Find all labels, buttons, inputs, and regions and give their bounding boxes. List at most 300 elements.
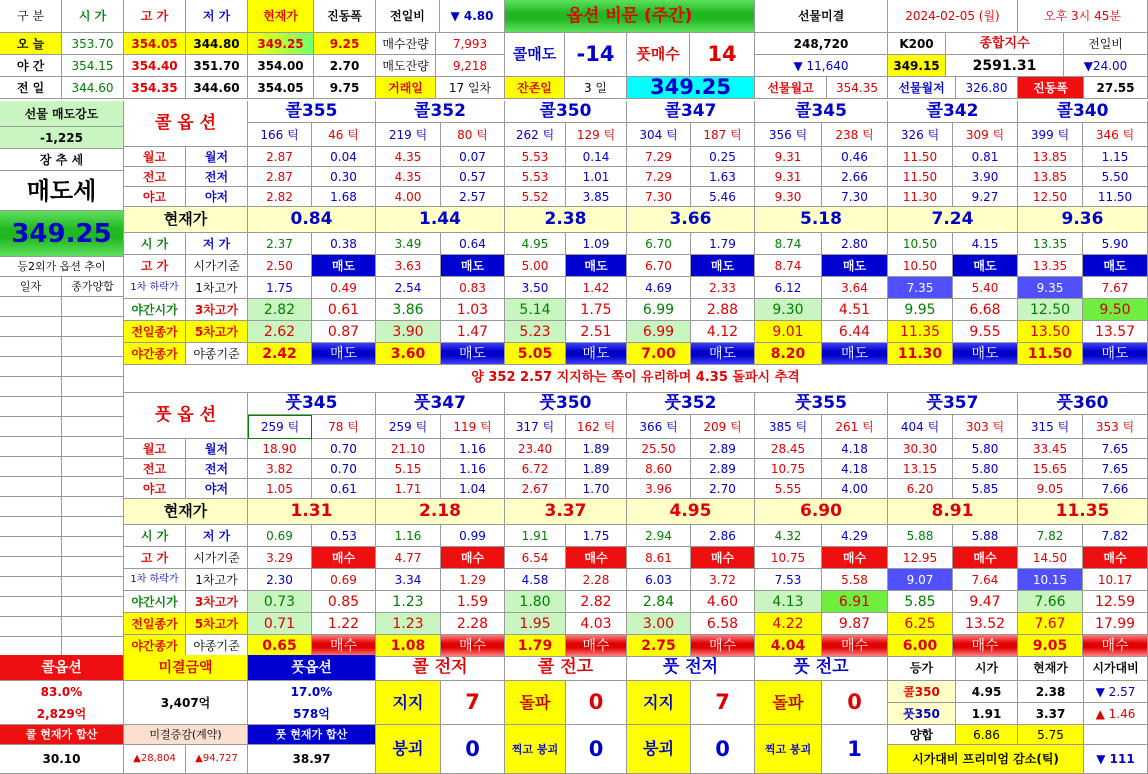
ol: 저 가 xyxy=(186,233,248,255)
ov: 매도 xyxy=(441,255,505,277)
ov: 6.99 xyxy=(627,321,691,343)
ov: 0.53 xyxy=(312,525,376,547)
m: 2.87 xyxy=(248,147,312,167)
cur: 6.90 xyxy=(755,499,888,525)
ov: 0.49 xyxy=(312,277,376,299)
m: 1.70 xyxy=(566,479,627,499)
m: 9.31 xyxy=(755,167,822,187)
ov: 2.54 xyxy=(376,277,441,299)
ov: 매수 xyxy=(566,547,627,569)
ov: 매수 xyxy=(953,635,1018,657)
ov: 0.87 xyxy=(312,321,376,343)
strike: 풋345 xyxy=(248,393,376,415)
ov: 4.51 xyxy=(822,299,888,321)
m: 0.14 xyxy=(566,147,627,167)
put-pct: 17.0% xyxy=(248,681,376,703)
ov: 1.29 xyxy=(441,569,505,591)
yh1: 6.86 xyxy=(956,725,1018,745)
tick2: 46 틱 xyxy=(312,123,376,147)
ol: 전일종가 xyxy=(124,613,186,635)
fut-oi: 248,720 xyxy=(755,33,888,55)
ov: 6.44 xyxy=(822,321,888,343)
m: 9.27 xyxy=(953,187,1018,207)
m: 10.75 xyxy=(755,459,822,479)
strike: 풋350 xyxy=(505,393,627,415)
ov: 7.00 xyxy=(627,343,691,365)
strike: 콜340 xyxy=(1018,101,1148,123)
ov: 4.32 xyxy=(755,525,822,547)
cur-label: 현재가 xyxy=(124,499,248,525)
strength: -1,225 xyxy=(0,127,124,149)
m: 7.65 xyxy=(1083,439,1148,459)
eq-h: 시가대비 xyxy=(1084,655,1148,681)
ov: 7.82 xyxy=(1018,525,1083,547)
m: 7.66 xyxy=(1083,479,1148,499)
empty-r xyxy=(62,317,124,337)
eq-v: ▼ 2.57 xyxy=(1084,681,1148,703)
ov: 매수 xyxy=(1083,635,1148,657)
strike: 콜347 xyxy=(627,101,755,123)
ov: 5.90 xyxy=(1083,233,1148,255)
cur-label: 현재가 xyxy=(124,207,248,233)
ov: 1.59 xyxy=(441,591,505,613)
tick1: 366 틱 xyxy=(627,415,691,439)
ov: 5.58 xyxy=(822,569,888,591)
ov: 6.58 xyxy=(691,613,755,635)
sr-head: 콜 전저 xyxy=(376,655,505,681)
header-7: ▼ 4.80 xyxy=(440,0,505,33)
ml: 전고 xyxy=(124,167,186,187)
row-label: 오 늘 xyxy=(0,33,62,55)
sr-l1: 지지 xyxy=(376,681,441,725)
strength-label: 선물 매도강도 xyxy=(0,101,124,127)
m: 1.16 xyxy=(441,439,505,459)
tick1: 262 틱 xyxy=(505,123,566,147)
ov: 5.23 xyxy=(505,321,566,343)
ov: 6.25 xyxy=(888,613,953,635)
ov: 3.63 xyxy=(376,255,441,277)
unsettled: 3,407억 xyxy=(124,681,248,725)
empty-r xyxy=(62,577,124,597)
header-0: 구 분 xyxy=(0,0,62,33)
tick1: 219 틱 xyxy=(376,123,441,147)
ov: 매도 xyxy=(822,343,888,365)
high: 354.05 xyxy=(124,33,186,55)
m: 5.85 xyxy=(953,479,1018,499)
tick2: 80 틱 xyxy=(441,123,505,147)
m: 0.70 xyxy=(312,459,376,479)
ov: 7.67 xyxy=(1018,613,1083,635)
ov: 6.70 xyxy=(627,233,691,255)
empty-r xyxy=(62,297,124,317)
m: 2.67 xyxy=(505,479,566,499)
ov: 4.15 xyxy=(953,233,1018,255)
ov: 1.23 xyxy=(376,591,441,613)
m: 0.57 xyxy=(441,167,505,187)
put-buy-label: 풋매수 xyxy=(627,33,690,77)
m: 13.85 xyxy=(1018,147,1083,167)
tick2: 238 틱 xyxy=(822,123,888,147)
tick2: 303 틱 xyxy=(953,415,1018,439)
remain-label: 잔존일 xyxy=(505,77,565,99)
ov: 1.42 xyxy=(566,277,627,299)
sr-l1: 돌파 xyxy=(755,681,822,725)
empty-l xyxy=(0,637,62,657)
ml: 월고 xyxy=(124,147,186,167)
ov: 14.50 xyxy=(1018,547,1083,569)
tick1: 315 틱 xyxy=(1018,415,1083,439)
call-sum-label: 콜 현재가 합산 xyxy=(0,725,124,745)
ov: 2.82 xyxy=(248,299,312,321)
ov: 2.80 xyxy=(822,233,888,255)
tick2: 187 틱 xyxy=(691,123,755,147)
ml: 전고 xyxy=(124,459,186,479)
empty-r xyxy=(62,537,124,557)
m: 21.10 xyxy=(376,439,441,459)
ov: 2.86 xyxy=(691,525,755,547)
ov: 12.50 xyxy=(1018,299,1083,321)
tick2: 309 틱 xyxy=(953,123,1018,147)
ol: 야종기준 xyxy=(186,343,248,365)
current: 354.00 xyxy=(248,55,314,77)
sr-head: 풋 전고 xyxy=(755,655,888,681)
m: 6.20 xyxy=(888,479,953,499)
cur: 0.84 xyxy=(248,207,376,233)
header-11: 오후 3시 45분 xyxy=(1018,0,1148,33)
m: 11.50 xyxy=(888,147,953,167)
ov: 0.61 xyxy=(312,299,376,321)
strike: 풋357 xyxy=(888,393,1018,415)
ov: 매수 xyxy=(691,547,755,569)
ov: 매수 xyxy=(953,547,1018,569)
ov: 2.84 xyxy=(627,591,691,613)
trend-label: 장 추 세 xyxy=(0,149,124,171)
m: 5.55 xyxy=(755,479,822,499)
ov: 6.00 xyxy=(888,635,953,657)
empty-r xyxy=(62,417,124,437)
ov: 5.40 xyxy=(953,277,1018,299)
empty-l xyxy=(0,317,62,337)
put-sum-label: 풋 현재가 합산 xyxy=(248,725,376,745)
cur: 1.44 xyxy=(376,207,505,233)
ov: 11.50 xyxy=(1018,343,1083,365)
m: 4.18 xyxy=(822,439,888,459)
fut-month-low-label: 선물월저 xyxy=(888,77,956,99)
call-pct: 83.0% xyxy=(0,681,124,703)
buy-remain: 7,993 xyxy=(436,33,505,55)
ov: 8.74 xyxy=(755,255,822,277)
ov: 7.53 xyxy=(755,569,822,591)
ov: 2.28 xyxy=(566,569,627,591)
ov: 2.88 xyxy=(691,299,755,321)
ov: 매도 xyxy=(822,255,888,277)
ol: 야종기준 xyxy=(186,635,248,657)
header-5: 진동폭 xyxy=(314,0,376,33)
ov: 0.71 xyxy=(248,613,312,635)
ov: 2.82 xyxy=(566,591,627,613)
ml: 야고 xyxy=(124,187,186,207)
ov: 9.30 xyxy=(755,299,822,321)
m: 7.29 xyxy=(627,167,691,187)
m: 0.61 xyxy=(312,479,376,499)
ov: 4.77 xyxy=(376,547,441,569)
put-opt: 풋옵션 xyxy=(248,655,376,681)
yh-label: 양합 xyxy=(888,725,956,745)
ol: 야간시가 xyxy=(124,591,186,613)
ol: 시 가 xyxy=(124,233,186,255)
ol: 3차고가 xyxy=(186,591,248,613)
ov: 4.22 xyxy=(755,613,822,635)
sr-v1: 7 xyxy=(691,681,755,725)
m: 18.90 xyxy=(248,439,312,459)
kospi: 2591.31 xyxy=(946,55,1064,77)
high: 354.40 xyxy=(124,55,186,77)
ol: 시 가 xyxy=(124,525,186,547)
m: 5.80 xyxy=(953,459,1018,479)
ov: 9.07 xyxy=(888,569,953,591)
ol: 야간종가 xyxy=(124,635,186,657)
ov: 17.99 xyxy=(1083,613,1148,635)
ov: 1.80 xyxy=(505,591,566,613)
current: 349.25 xyxy=(248,33,314,55)
m: 9.05 xyxy=(1018,479,1083,499)
eq-h: 현재가 xyxy=(1018,655,1084,681)
eq-v: 콜350 xyxy=(888,681,956,703)
cur: 4.95 xyxy=(627,499,755,525)
ov: 8.61 xyxy=(627,547,691,569)
sr-head: 콜 전고 xyxy=(505,655,627,681)
tick2: 353 틱 xyxy=(1083,415,1148,439)
m: 4.35 xyxy=(376,147,441,167)
high: 354.35 xyxy=(124,77,186,99)
m: 1.16 xyxy=(441,459,505,479)
cur: 2.38 xyxy=(505,207,627,233)
header-8: 옵션 비문 (주간) xyxy=(505,0,755,33)
ov: 2.62 xyxy=(248,321,312,343)
empty-l xyxy=(0,297,62,317)
m: 1.15 xyxy=(1083,147,1148,167)
call-sell-label: 콜매도 xyxy=(505,33,565,77)
m: 5.15 xyxy=(376,459,441,479)
m: 7.30 xyxy=(627,187,691,207)
m: 3.90 xyxy=(953,167,1018,187)
ov: 4.60 xyxy=(691,591,755,613)
ov: 13.35 xyxy=(1018,255,1083,277)
ov: 6.91 xyxy=(822,591,888,613)
ol: 전일종가 xyxy=(124,321,186,343)
strike: 콜355 xyxy=(248,101,376,123)
m: 5.52 xyxy=(505,187,566,207)
oi-chg-2: ▲94,727 xyxy=(186,745,248,774)
ov: 13.35 xyxy=(1018,233,1083,255)
empty-l xyxy=(0,537,62,557)
strike: 풋352 xyxy=(627,393,755,415)
ml: 야고 xyxy=(124,479,186,499)
strike: 콜342 xyxy=(888,101,1018,123)
empty-r xyxy=(62,377,124,397)
ov: 매수 xyxy=(691,635,755,657)
sr-v2: 0 xyxy=(566,725,627,774)
ov: 9.05 xyxy=(1018,635,1083,657)
ov: 2.50 xyxy=(248,255,312,277)
range: 2.70 xyxy=(314,55,376,77)
fut-month-low: 326.80 xyxy=(956,77,1018,99)
m: 15.65 xyxy=(1018,459,1083,479)
tick1: 399 틱 xyxy=(1018,123,1083,147)
empty-l xyxy=(0,617,62,637)
range: 9.75 xyxy=(314,77,376,99)
eq-v: 2.38 xyxy=(1018,681,1084,703)
tick2: 129 틱 xyxy=(566,123,627,147)
sr-l2: 찍고 붕괴 xyxy=(755,725,822,774)
ov: 6.54 xyxy=(505,547,566,569)
ol: 3차고가 xyxy=(186,299,248,321)
tick2: 346 틱 xyxy=(1083,123,1148,147)
ov: 10.17 xyxy=(1083,569,1148,591)
empty-l xyxy=(0,457,62,477)
ol: 고 가 xyxy=(124,547,186,569)
m: 4.00 xyxy=(822,479,888,499)
eq-v: 1.91 xyxy=(956,703,1018,725)
ov: 4.29 xyxy=(822,525,888,547)
eq-v: 4.95 xyxy=(956,681,1018,703)
tick1: 304 틱 xyxy=(627,123,691,147)
ov: 2.30 xyxy=(248,569,312,591)
header-1: 시 가 xyxy=(62,0,124,33)
ov: 12.59 xyxy=(1083,591,1148,613)
m: 5.80 xyxy=(953,439,1018,459)
call-amt: 2,829억 xyxy=(0,703,124,725)
m: 1.01 xyxy=(566,167,627,187)
m: 28.45 xyxy=(755,439,822,459)
empty-r xyxy=(62,477,124,497)
strike: 풋355 xyxy=(755,393,888,415)
ov: 1.79 xyxy=(691,233,755,255)
m: 2.89 xyxy=(691,439,755,459)
ov: 6.03 xyxy=(627,569,691,591)
cur: 9.36 xyxy=(1018,207,1148,233)
header-10: 2024-02-05 (월) xyxy=(888,0,1018,33)
m: 1.89 xyxy=(566,439,627,459)
cur: 7.24 xyxy=(888,207,1018,233)
low: 344.80 xyxy=(186,33,248,55)
empty-r xyxy=(62,557,124,577)
ov: 13.52 xyxy=(953,613,1018,635)
ml: 야저 xyxy=(186,187,248,207)
m: 1.71 xyxy=(376,479,441,499)
ov: 매수 xyxy=(441,635,505,657)
tick2: 261 틱 xyxy=(822,415,888,439)
ov: 3.49 xyxy=(376,233,441,255)
ov: 2.94 xyxy=(627,525,691,547)
ov: 3.72 xyxy=(691,569,755,591)
sr-l2: 찍고 붕괴 xyxy=(505,725,566,774)
m: 4.35 xyxy=(376,167,441,187)
empty-r xyxy=(62,597,124,617)
price-box: 349.25 xyxy=(627,77,755,99)
ol: 시가기준 xyxy=(186,547,248,569)
ov: 3.86 xyxy=(376,299,441,321)
put-sum: 38.97 xyxy=(248,745,376,774)
m: 9.30 xyxy=(755,187,822,207)
tick1: 356 틱 xyxy=(755,123,822,147)
eq-h: 시가 xyxy=(956,655,1018,681)
open: 354.15 xyxy=(62,55,124,77)
sr-v2: 0 xyxy=(691,725,755,774)
ov: 2.28 xyxy=(441,613,505,635)
ov: 5.00 xyxy=(505,255,566,277)
m: 8.60 xyxy=(627,459,691,479)
sell-remain-label: 매도잔량 xyxy=(376,55,436,77)
ov: 6.12 xyxy=(755,277,822,299)
m: 3.82 xyxy=(248,459,312,479)
strike: 콜350 xyxy=(505,101,627,123)
tick2: 78 틱 xyxy=(312,415,376,439)
sr-v2: 1 xyxy=(822,725,888,774)
ov: 1.91 xyxy=(505,525,566,547)
empty-l xyxy=(0,397,62,417)
ov: 7.67 xyxy=(1083,277,1148,299)
empty-r xyxy=(62,457,124,477)
sr-v1: 7 xyxy=(441,681,505,725)
m: 2.66 xyxy=(822,167,888,187)
fut-month-high-label: 선물월고 xyxy=(755,77,827,99)
empty-l xyxy=(0,597,62,617)
ov: 1.16 xyxy=(376,525,441,547)
empty-r xyxy=(62,397,124,417)
ov: 2.75 xyxy=(627,635,691,657)
empty-l xyxy=(0,437,62,457)
ov: 1.03 xyxy=(441,299,505,321)
tradeday: 17 일차 xyxy=(436,77,505,99)
ml: 월저 xyxy=(186,439,248,459)
ov: 4.03 xyxy=(566,613,627,635)
m: 0.46 xyxy=(822,147,888,167)
yh3 xyxy=(1084,725,1148,745)
ov: 매수 xyxy=(822,635,888,657)
m: 9.31 xyxy=(755,147,822,167)
ov: 7.64 xyxy=(953,569,1018,591)
note: 등2외가 옵션 추이 xyxy=(0,257,124,277)
open: 344.60 xyxy=(62,77,124,99)
tick1: 404 틱 xyxy=(888,415,953,439)
ol: 5차고가 xyxy=(186,613,248,635)
empty-r xyxy=(62,617,124,637)
empty-r xyxy=(62,497,124,517)
ml: 월저 xyxy=(186,147,248,167)
m: 3.96 xyxy=(627,479,691,499)
m: 33.45 xyxy=(1018,439,1083,459)
cur: 8.91 xyxy=(888,499,1018,525)
ov: 5.88 xyxy=(953,525,1018,547)
ov: 0.69 xyxy=(248,525,312,547)
m: 2.89 xyxy=(691,459,755,479)
ov: 10.50 xyxy=(888,233,953,255)
kospi-label: 종합지수 xyxy=(946,33,1064,55)
m: 3.85 xyxy=(566,187,627,207)
osc: 27.55 xyxy=(1084,77,1148,99)
m: 30.30 xyxy=(888,439,953,459)
ov: 매수 xyxy=(822,547,888,569)
block-title: 풋 옵 션 xyxy=(124,393,248,439)
ov: 10.15 xyxy=(1018,569,1083,591)
ov: 매도 xyxy=(312,255,376,277)
tick2: 119 틱 xyxy=(441,415,505,439)
cur: 2.18 xyxy=(376,499,505,525)
m: 2.57 xyxy=(441,187,505,207)
ov: 9.47 xyxy=(953,591,1018,613)
ov: 3.64 xyxy=(822,277,888,299)
